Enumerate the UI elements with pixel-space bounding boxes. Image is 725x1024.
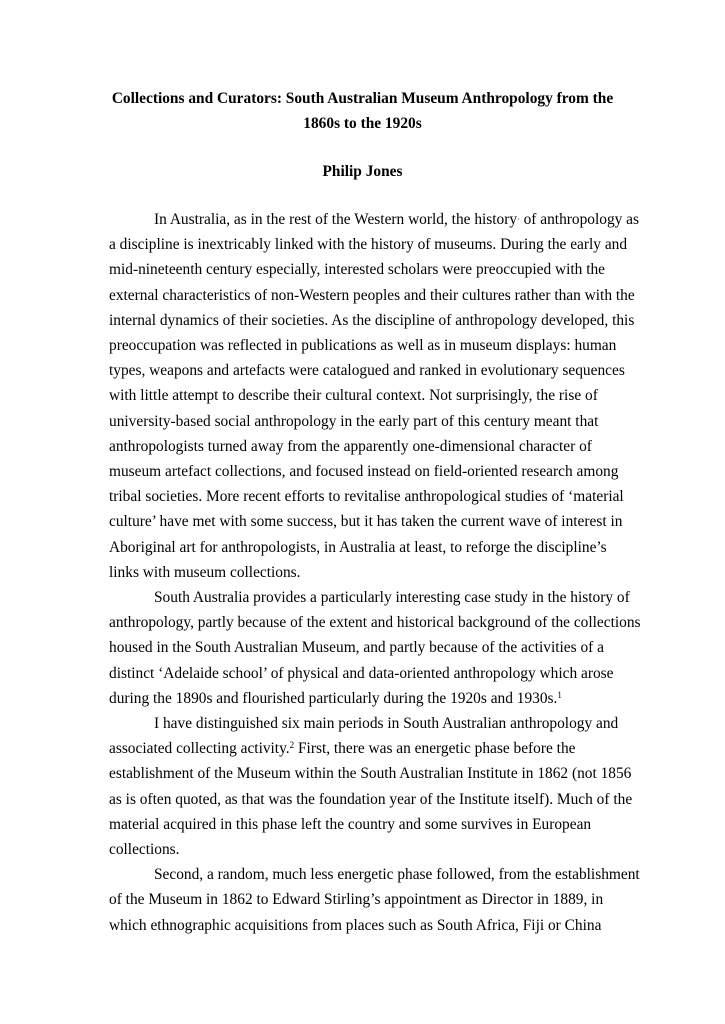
text-line: South Australia provides a particularly interesting case study in the history of <box>154 589 630 607</box>
paragraph-2 <box>109 585 641 711</box>
document-title <box>100 86 625 136</box>
text-line: I have distinguished six main periods in South Australian anthropology and <box>154 715 619 733</box>
text-line: university-based social anthropology in the early part of this century meant that <box>109 412 599 430</box>
text-line: types, weapons and artefacts were catalogued and ranked in evolutionary sequences <box>109 362 625 380</box>
text-line: with little attempt to describe their cultural context. Not surprisingly, the rise of <box>109 387 598 405</box>
paragraph-4 <box>109 862 640 938</box>
text-line: during the 1890s and flourished particularly during the 1920s and 1930s.$^1$ <box>109 689 562 707</box>
text-line: links with museum collections. <box>109 563 301 581</box>
footnote-ref-2[interactable]: 2 <box>289 740 295 751</box>
text-line: anthropology, partly because of the extent and historical background of the collections <box>109 614 641 632</box>
text-line: Second, a random, much less energetic phase followed, from the establishment <box>154 866 640 884</box>
text-line: internal dynamics of their societies. As the discipline of anthropology developed, this <box>109 311 635 329</box>
text-line: as is often quoted, as that was the foundation year of the Institute itself). Much of the <box>109 790 633 808</box>
text-line: external characteristics of non-Western peoples and their cultures rather than with the <box>109 286 635 304</box>
footnote-ref-1[interactable]: 1 <box>557 689 562 700</box>
text-line: of the Museum in 1862 to Edward Stirling’s appointment as Director in 1889, in <box>109 891 604 909</box>
text-line: museum artefact collections, and focused instead on field-oriented research among <box>109 463 619 481</box>
document-body <box>109 207 641 938</box>
paragraph-3 <box>109 711 633 862</box>
text-line: preoccupation was reflected in publications as well as in museum displays: human <box>109 337 617 355</box>
paragraph-1 <box>109 207 640 585</box>
text-line: associated collecting activity.$^2$ First, there was an energetic phase before the <box>109 740 576 758</box>
text-line: housed in the South Australian Museum, and partly because of the activities of a <box>109 639 604 657</box>
text-line: tribal societies. More recent efforts to revitalise anthropological studies of ‘material <box>109 488 624 506</box>
title-line-1: Collections and Curators: South Australian Museum Anthropology from the <box>111 90 614 107</box>
text-line: material acquired in this phase left the country and some survives in European <box>109 815 592 833</box>
author-name: Philip Jones <box>322 163 403 180</box>
text-line: a discipline is inextricably linked with the history of museums. During the early and <box>109 236 628 254</box>
text-line: culture’ have met with some success, but it has taken the current wave of interest in <box>109 513 623 531</box>
text-line: anthropologists turned away from the apparently one-dimensional character of <box>109 437 592 455</box>
text-line: Aboriginal art for anthropologists, in Australia at least, to reforge the discipline’s <box>109 538 607 556</box>
text-line: In Australia, as in the rest of the Western world, the history· of anthropology as <box>154 211 640 228</box>
title-line-2: 1860s to the 1920s <box>303 115 422 132</box>
text-line: establishment of the Museum within the South Australian Institute in 1862 (not 1856 <box>109 765 632 783</box>
text-line: collections. <box>109 841 180 859</box>
footnote-dot: · <box>517 215 520 224</box>
text-line: mid-nineteenth century especially, interested scholars were preoccupied with the <box>109 261 606 279</box>
text-line: which ethnographic acquisitions from places such as South Africa, Fiji or China <box>109 916 602 934</box>
text-line: distinct ‘Adelaide school’ of physical and data-oriented anthropology which arose <box>109 664 614 682</box>
